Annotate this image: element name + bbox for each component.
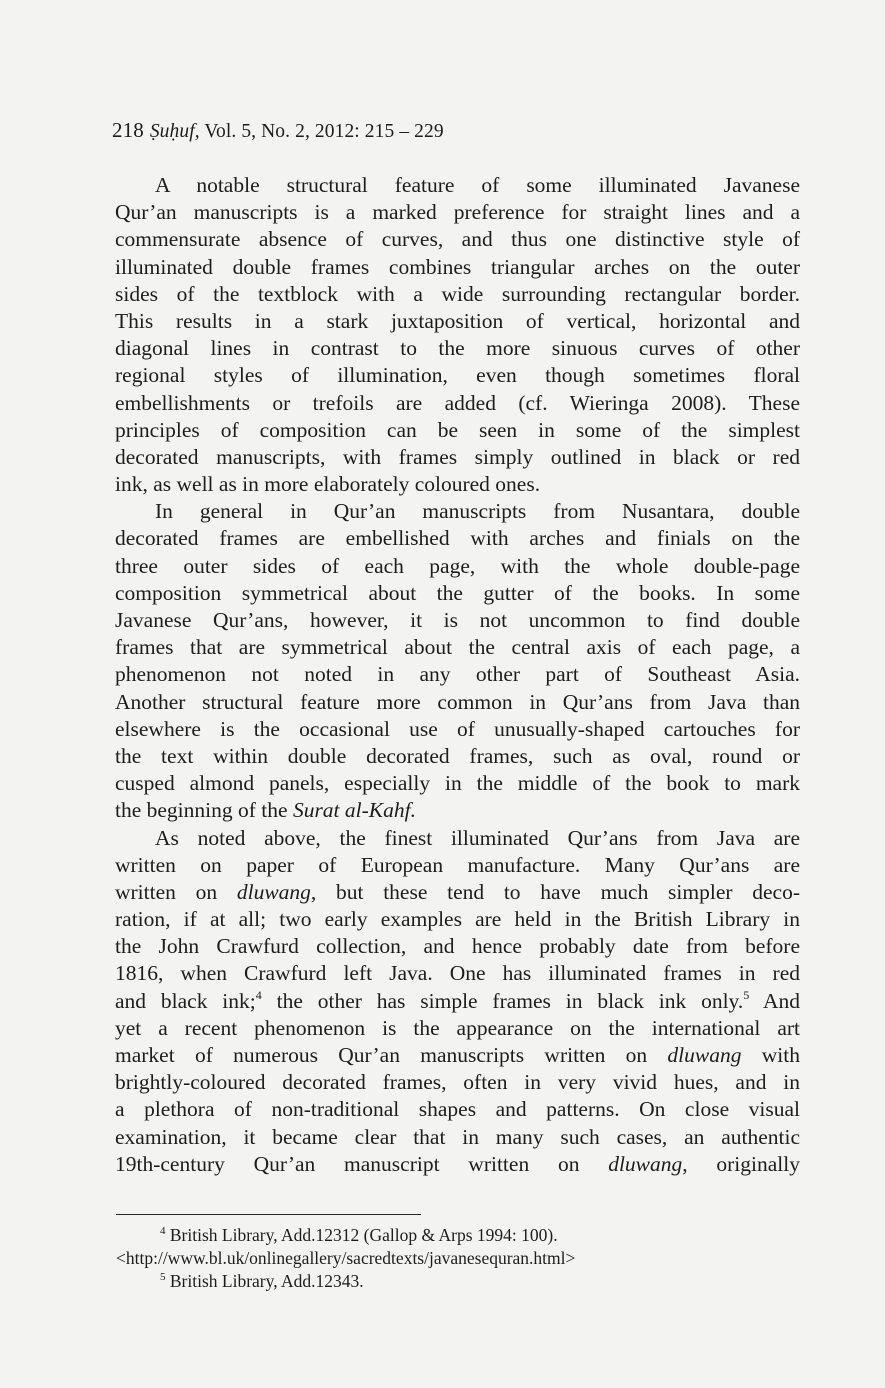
footnote-divider — [116, 1214, 421, 1215]
page-number: 218 — [112, 118, 144, 142]
text-line: regional styles of illumination, even though sometimes floral — [115, 363, 800, 388]
text-line: composition symmetrical about the gutter of the books. In some — [115, 580, 800, 605]
footnote-5: $^5$ British Library, Add.12343. — [160, 1271, 364, 1291]
text-line: Qur’an manuscripts is a marked preference for straight lines and a — [115, 200, 800, 225]
text-line: and black ink;$^4$ the other has simple frames in black ink only.$^5$ And — [115, 987, 800, 1013]
text-line: 1816, when Crawfurd left Java. One has illuminated frames in red — [115, 961, 800, 986]
text-line: written on paper of European manufacture. Many Qur’ans are — [115, 852, 800, 877]
text-line: three outer sides of each page, with the whole double-page — [115, 553, 800, 578]
surah-title: Surat al-Kahf. — [292, 798, 416, 823]
footnote-4: $^4$ British Library, Add.12312 (Gallop & Arps 1994: 100). — [160, 1225, 558, 1245]
text-line: ration, if at all; two early examples are held in the British Library in — [115, 907, 800, 932]
text-line: 19th-century Qur’an manuscript written on dluwang, originally — [115, 1151, 800, 1176]
text-line: market of numerous Qur’an manuscripts written on dluwang with — [115, 1043, 800, 1067]
text-line: the John Crawfurd collection, and hence probably date from before — [115, 934, 800, 959]
text-line: the beginning of the Surat al-Kahf. — [115, 798, 416, 823]
footnote-ref[interactable]: 5 — [743, 987, 750, 1002]
text-line: decorated manuscripts, with frames simply outlined in black or red — [115, 444, 800, 469]
text-line: As noted above, the finest illuminated Qur’ans from Java are — [155, 825, 800, 850]
text-line: diagonal lines in contrast to the more sinuous curves of other — [115, 336, 800, 361]
text-line: the text within double decorated frames, such as oval, round or — [115, 743, 800, 768]
journal-title: Ṣuḥuf, — [149, 121, 200, 142]
text-line: examination, it became clear that in many such cases, an authentic — [115, 1124, 800, 1149]
footnote-4-url[interactable]: <http://www.bl.uk/onlinegallery/sacredtexts/javanesequran.html> — [116, 1248, 576, 1268]
text-line: principles of composition can be seen in some of the simplest — [115, 417, 800, 442]
running-header — [112, 118, 444, 143]
text-line: elsewhere is the occasional use of unusually-shaped cartouches for — [115, 716, 800, 741]
text-line: a plethora of non-traditional shapes and patterns. On close visual — [115, 1097, 800, 1122]
journal-citation: Vol. 5, No. 2, 2012: 215 – 229 — [199, 121, 444, 142]
text-line: brightly-coloured decorated frames, often in very vivid hues, and in — [115, 1070, 800, 1095]
body-text — [115, 172, 800, 1178]
text-line: A notable structural feature of some illuminated Javanese — [155, 173, 800, 197]
paragraph-3 — [115, 825, 800, 1178]
text-line: ink, as well as in more elaborately coloured ones. — [115, 472, 541, 497]
text-line: embellishments or trefoils are added (cf. Wieringa 2008). These — [115, 390, 800, 415]
text-line: In general in Qur’an manuscripts from Nusantara, double — [155, 499, 800, 524]
text-line: frames that are symmetrical about the central axis of each page, a — [115, 635, 800, 660]
paragraph-1 — [115, 172, 800, 498]
text-line: cusped almond panels, especially in the middle of the book to mark — [115, 771, 800, 796]
text-line: yet a recent phenomenon is the appearance on the international art — [115, 1015, 800, 1040]
footnotes — [116, 1224, 816, 1293]
text-line: written on dluwang, but these tend to have much simpler deco- — [115, 879, 800, 904]
text-line: decorated frames are embellished with arches and finials on the — [115, 526, 800, 551]
text-line: This results in a stark juxtaposition of vertical, horizontal and — [115, 308, 800, 333]
text-line: phenomenon not noted in any other part of Southeast Asia. — [115, 662, 800, 687]
footnote-ref[interactable]: 4 — [255, 987, 262, 1002]
text-line: commensurate absence of curves, and thus one distinctive style of — [115, 227, 800, 252]
text-line: sides of the textblock with a wide surrounding rectangular border. — [115, 281, 800, 306]
text-line: Another structural feature more common in Qur’ans from Java than — [115, 689, 800, 714]
text-line: Javanese Qur’ans, however, it is not uncommon to find double — [115, 608, 800, 632]
paragraph-2 — [115, 498, 800, 824]
text-line: illuminated double frames combines triangular arches on the outer — [115, 254, 800, 279]
